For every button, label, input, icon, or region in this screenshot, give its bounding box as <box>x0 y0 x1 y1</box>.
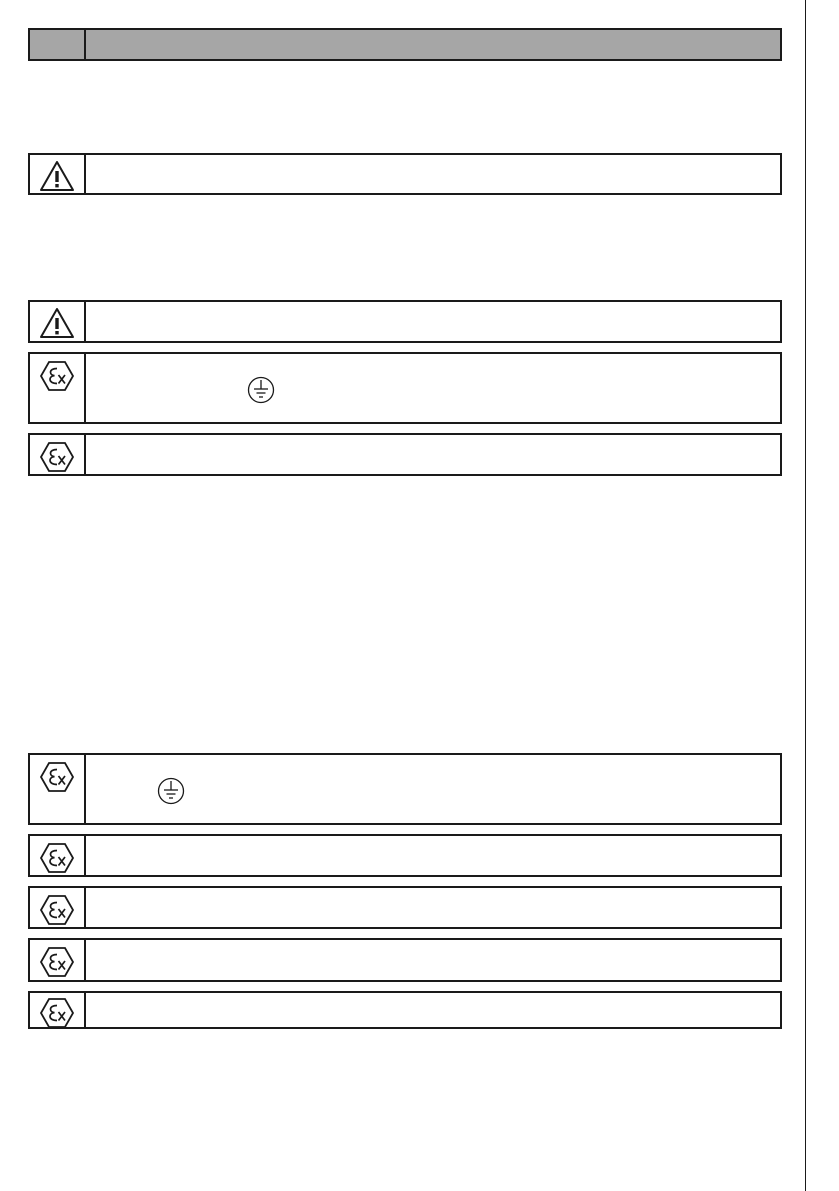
ex-text-cell <box>86 755 780 823</box>
ex-notice <box>28 834 782 877</box>
ex-hexagon-icon <box>39 360 75 392</box>
ex-text-cell <box>86 888 780 927</box>
warning-triangle-icon <box>39 307 75 339</box>
ex-hexagon-icon <box>39 894 75 926</box>
ex-text-cell <box>86 993 780 1027</box>
ex-icon-cell <box>30 435 86 474</box>
ex-notice <box>28 991 782 1029</box>
earth-ground-icon <box>247 376 275 404</box>
ex-text-cell <box>86 836 780 875</box>
ex-hexagon-icon <box>39 842 75 874</box>
ex-notice <box>28 753 782 825</box>
ex-icon-cell <box>30 755 86 823</box>
ex-text-cell <box>86 940 780 980</box>
ex-text-cell <box>86 354 780 422</box>
section-number-cell <box>30 30 86 59</box>
ex-icon-cell <box>30 888 86 927</box>
ex-hexagon-icon <box>39 997 75 1029</box>
warning-icon-cell <box>30 302 86 341</box>
ex-notice <box>28 886 782 929</box>
warning-text-cell <box>86 302 780 341</box>
ex-icon-cell <box>30 993 86 1027</box>
ex-icon-cell <box>30 940 86 980</box>
warning-notice <box>28 153 782 195</box>
warning-text-cell <box>86 155 780 193</box>
ex-hexagon-icon <box>39 761 75 793</box>
ex-hexagon-icon <box>39 441 75 473</box>
section-header-bar <box>28 28 782 61</box>
page-edge-line <box>805 0 806 1191</box>
section-title-cell <box>86 30 780 59</box>
ex-notice <box>28 938 782 982</box>
earth-ground-icon <box>157 777 185 805</box>
ex-icon-cell <box>30 836 86 875</box>
warning-notice <box>28 300 782 343</box>
ex-text-cell <box>86 435 780 474</box>
warning-triangle-icon <box>39 160 75 192</box>
warning-icon-cell <box>30 155 86 193</box>
ex-hexagon-icon <box>39 946 75 978</box>
ex-notice <box>28 352 782 424</box>
ex-icon-cell <box>30 354 86 422</box>
ex-notice <box>28 433 782 476</box>
